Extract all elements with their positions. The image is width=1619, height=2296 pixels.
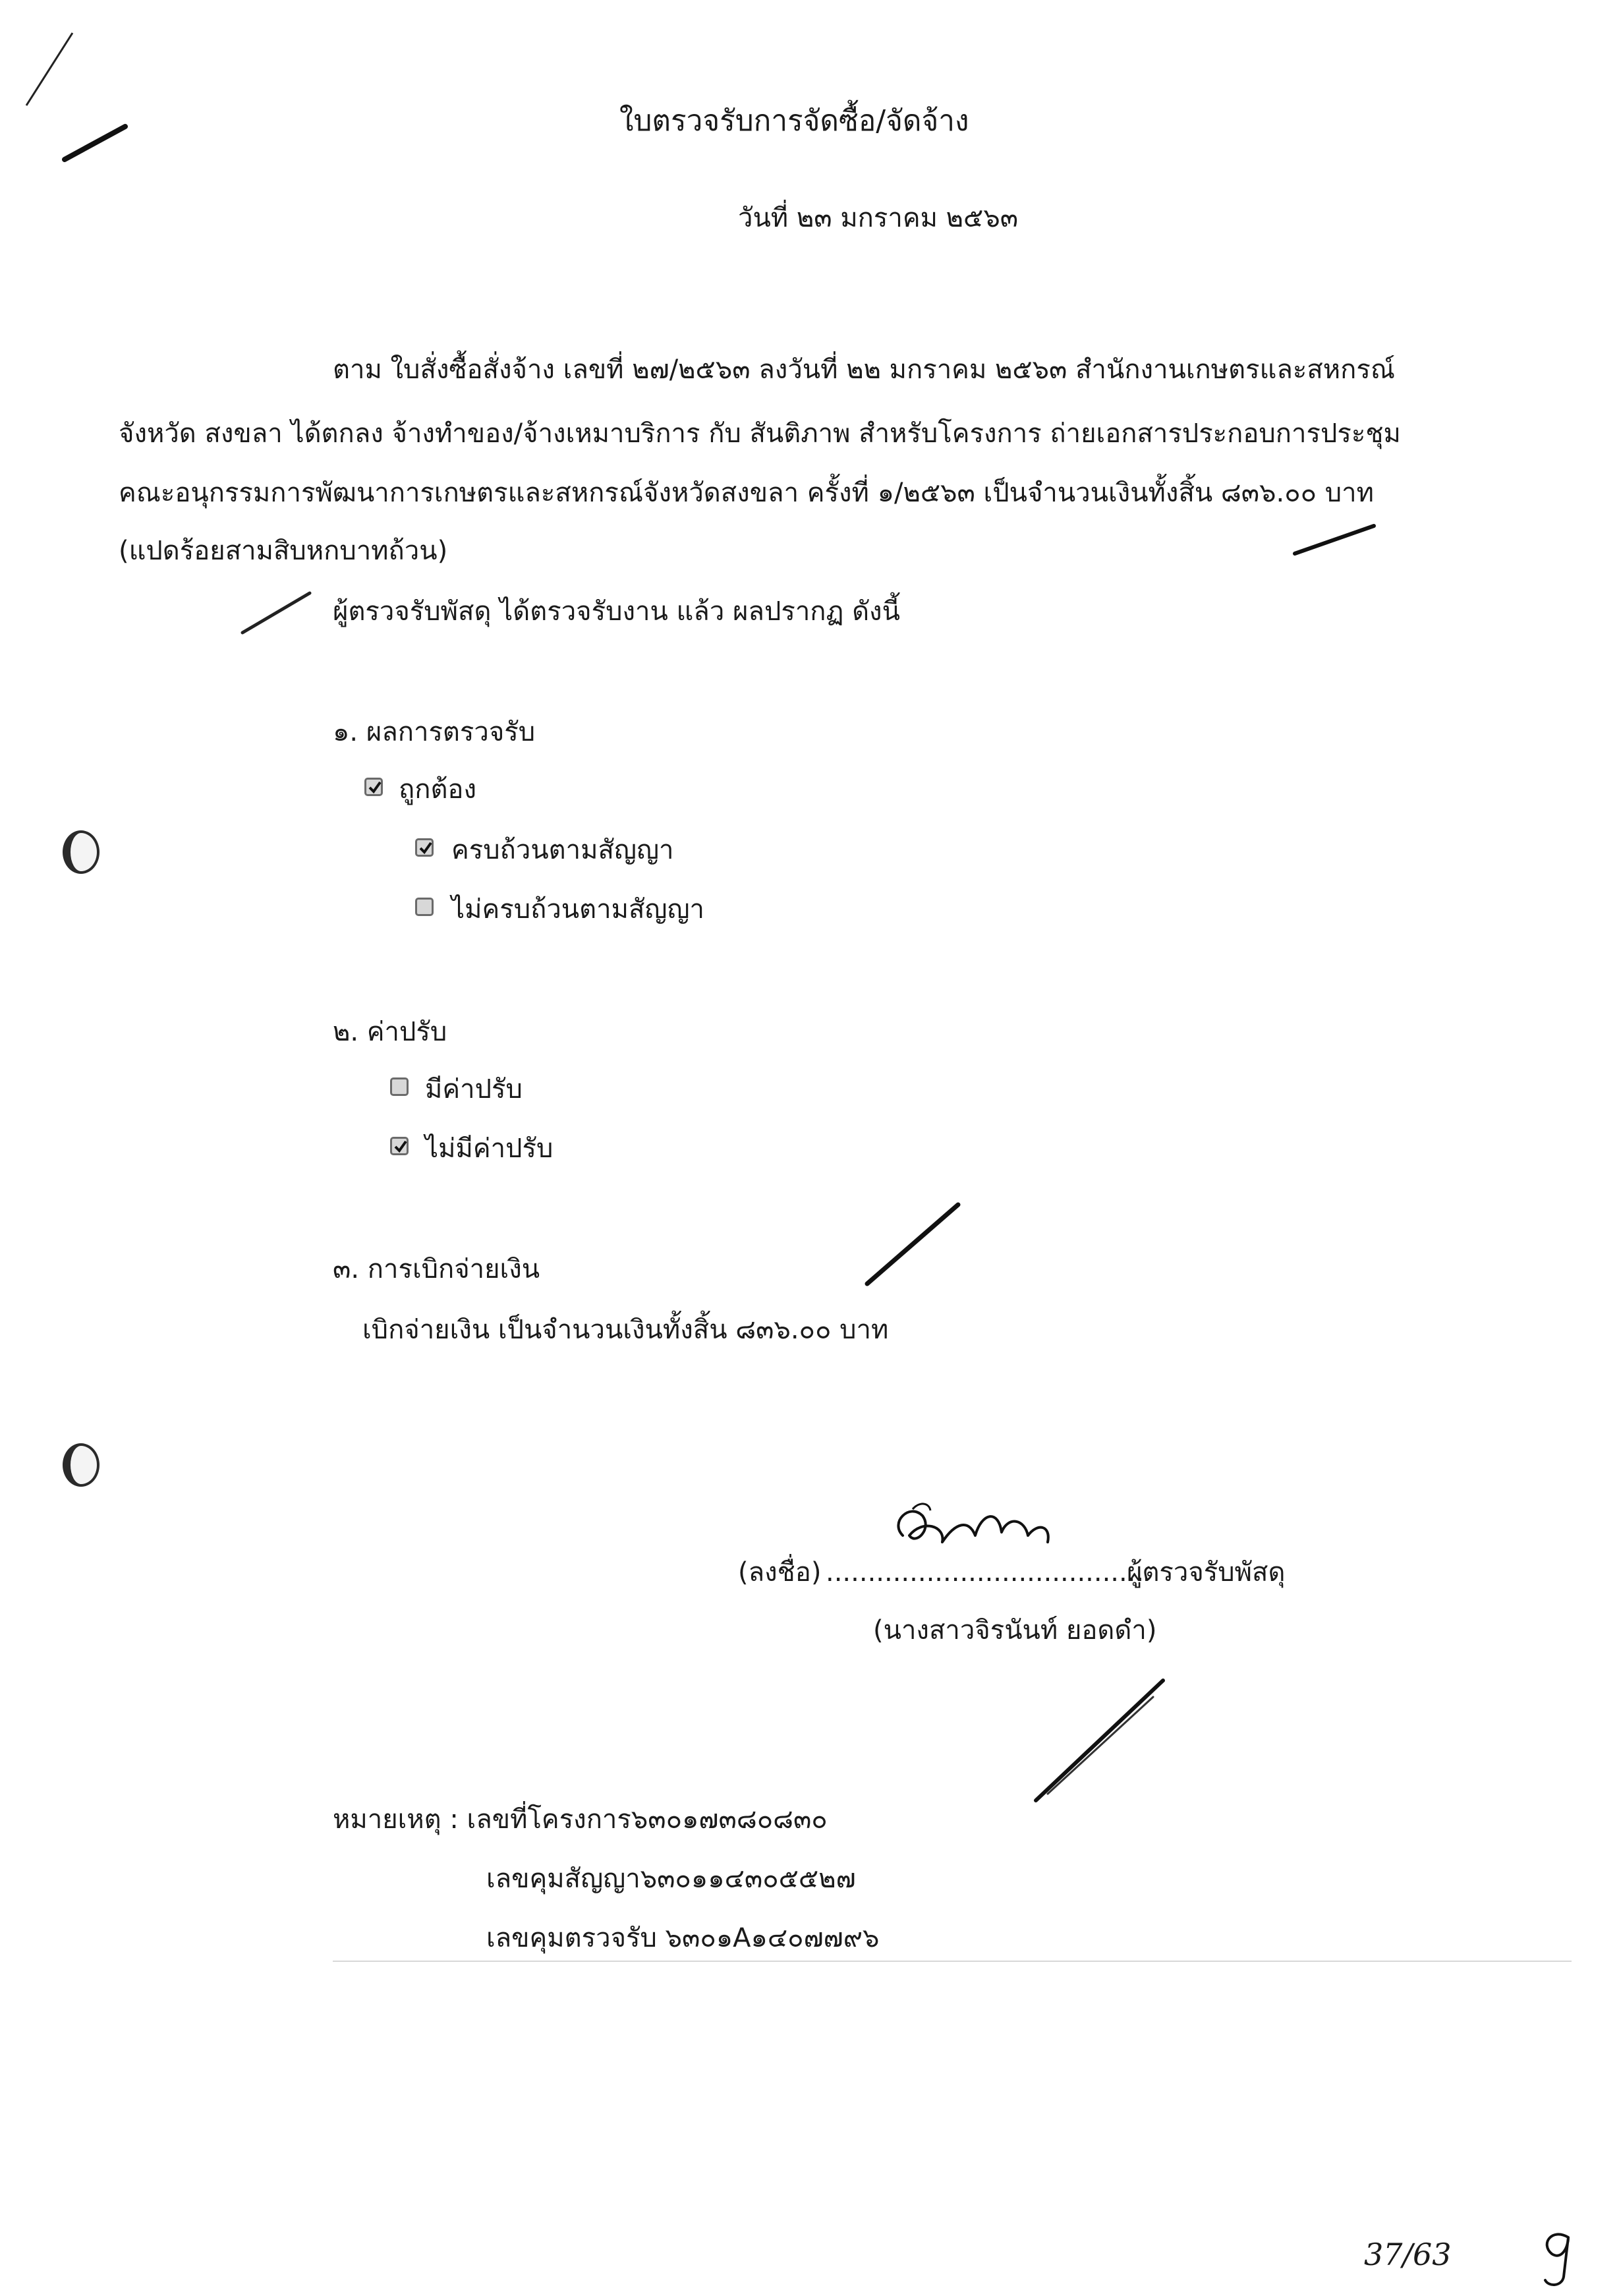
checkbox-incomplete[interactable] xyxy=(415,898,434,916)
document-date: วันที่ ๒๓ มกราคม ๒๕๖๓ xyxy=(738,203,1019,233)
pen-stroke-top-left xyxy=(20,13,152,171)
checkbox-has-fine[interactable] xyxy=(390,1077,409,1096)
label-no-fine: ไม่มีค่าปรับ xyxy=(425,1134,554,1164)
inspector-statement: ผู้ตรวจรับพัสดุ ได้ตรวจรับงาน แล้ว ผลปรากฏ ดังนี้ xyxy=(333,596,900,627)
signature-prefix: (ลงชื่อ) xyxy=(738,1557,822,1588)
signature-line: ...................................... xyxy=(826,1557,1145,1588)
binder-hole-bottom xyxy=(63,1443,99,1487)
section2-heading: ๒. ค่าปรับ xyxy=(333,1017,447,1047)
page-annotation: 37/63 xyxy=(1364,2237,1452,2272)
signatory-name: (นางสาวจิรนันท์ ยอดดำ) xyxy=(873,1615,1157,1646)
label-has-fine: มีค่าปรับ xyxy=(425,1074,523,1105)
note-inspection-number: เลขคุมตรวจรับ ๖๓๐๑A๑๔๐๗๗๙๖ xyxy=(486,1923,880,1953)
paragraph-line-4: (แปดร้อยสามสิบหกบาทถ้วน) xyxy=(119,536,448,566)
note-project-number: หมายเหตุ : เลขที่โครงการ๖๓๐๑๗๓๘๐๘๓๐ xyxy=(333,1804,828,1835)
handwritten-signature xyxy=(883,1496,1067,1562)
faint-divider xyxy=(333,1961,1572,1962)
pen-stroke-signature-area xyxy=(1028,1674,1173,1812)
paragraph-line-2: จังหวัด สงขลา ได้ตกลง จ้างทำของ/จ้างเหมาบริการ กับ สันติภาพ สำหรับโครงการ ถ่ายเอกสารประกอบการประชุม xyxy=(119,418,1401,449)
label-incomplete: ไม่ครบถ้วนตามสัญญา xyxy=(451,894,704,925)
checkbox-correct[interactable] xyxy=(364,778,383,796)
note-contract-number: เลขคุมสัญญา๖๓๐๑๑๔๓๐๕๕๒๗ xyxy=(486,1864,856,1894)
checkbox-no-fine[interactable] xyxy=(390,1137,409,1155)
section1-heading: ๑. ผลการตรวจรับ xyxy=(333,717,536,747)
paragraph-line-3: คณะอนุกรรมการพัฒนาการเกษตรและสหกรณ์จังหวัดสงขลา ครั้งที่ ๑/๒๕๖๓ เป็นจำนวนเงินทั้งสิ้น ๘๓๖.๐๐ บาท xyxy=(119,478,1374,508)
binder-hole-top xyxy=(63,830,99,874)
pen-stroke-statement xyxy=(237,587,316,639)
document-title: ใบตรวจรับการจัดซื้อ/จัดจ้าง xyxy=(619,104,969,138)
initial-mark xyxy=(1532,2224,1585,2290)
pen-stroke-amount xyxy=(1292,521,1384,560)
signature-role: ผู้ตรวจรับพัสดุ xyxy=(1127,1557,1286,1588)
checkbox-complete[interactable] xyxy=(415,838,434,857)
section3-text: เบิกจ่ายเงิน เป็นจำนวนเงินทั้งสิ้น ๘๓๖.๐๐ บาท xyxy=(362,1315,889,1345)
pen-stroke-section3 xyxy=(863,1199,969,1292)
label-correct: ถูกต้อง xyxy=(399,774,476,805)
paragraph-line-1: ตาม ใบสั่งซื้อสั่งจ้าง เลขที่ ๒๗/๒๕๖๓ ลงวันที่ ๒๒ มกราคม ๒๕๖๓ สำนักงานเกษตรและสหกรณ์ xyxy=(333,355,1395,385)
label-complete: ครบถ้วนตามสัญญา xyxy=(451,835,674,865)
section3-heading: ๓. การเบิกจ่ายเงิน xyxy=(333,1254,540,1284)
